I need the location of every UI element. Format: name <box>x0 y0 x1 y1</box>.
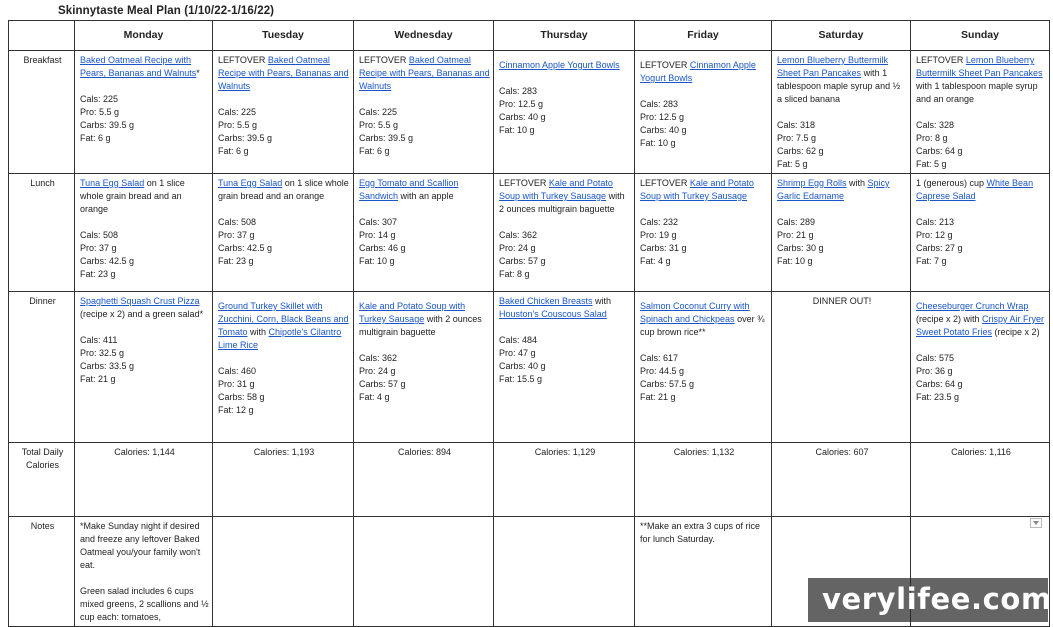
fat-value: Fat: 6 g <box>359 146 390 156</box>
carbs-value: Carbs: 57 g <box>359 379 406 389</box>
breakfast-cell <box>772 51 911 174</box>
fat-value: Fat: 5 g <box>777 159 808 169</box>
cell-dropdown-arrow-icon[interactable] <box>1030 518 1042 528</box>
calories-value: Cals: 283 <box>640 99 679 109</box>
fat-value: Fat: 6 g <box>218 146 249 156</box>
recipe-link[interactable]: Tuna Egg Salad <box>80 178 145 188</box>
recipe-link[interactable]: Tuna Egg Salad <box>218 178 283 188</box>
carbs-value: Carbs: 42.5 g <box>80 256 135 266</box>
meal-prefix-text: LEFTOVER <box>359 55 409 65</box>
nutrition-info <box>499 229 631 281</box>
carbs-value: Carbs: 39.5 g <box>218 133 273 143</box>
fat-value: Fat: 15.5 g <box>499 374 543 384</box>
recipe-link[interactable]: Kale and Potato Soup with Turkey Sausage <box>359 301 466 324</box>
fat-value: Fat: 10 g <box>499 125 535 135</box>
protein-value: Pro: 36 g <box>916 366 953 376</box>
meal-description <box>359 54 490 93</box>
protein-value: Pro: 14 g <box>359 230 396 240</box>
meal-prefix-text: 1 (generous) cup <box>916 178 987 188</box>
notes-cell <box>494 517 635 627</box>
carbs-value: Carbs: 30 g <box>777 243 824 253</box>
nutrition-info <box>916 352 1046 404</box>
meal-description <box>80 54 209 80</box>
dinner-cell <box>75 292 213 443</box>
meal-suffix-text: on 1 slice whole grain bread and an orange <box>80 178 185 214</box>
total-calories: Calories: 1,116 <box>911 443 1050 517</box>
meal-description <box>499 295 631 321</box>
calories-value: Cals: 617 <box>640 353 679 363</box>
breakfast-cell <box>354 51 494 174</box>
fat-value: Fat: 21 g <box>80 374 116 384</box>
fat-value: Fat: 8 g <box>499 269 530 279</box>
calories-value: Cals: 283 <box>499 86 538 96</box>
nutrition-info <box>777 119 907 171</box>
nutrition-info <box>359 352 490 404</box>
nutrition-info <box>640 98 768 150</box>
carbs-value: Carbs: 39.5 g <box>359 133 414 143</box>
meal-description <box>777 177 907 203</box>
lunch-cell <box>911 174 1050 292</box>
fat-value: Fat: 10 g <box>359 256 395 266</box>
meal-description <box>218 54 350 93</box>
protein-value: Pro: 8 g <box>916 133 948 143</box>
meal-prefix-text: LEFTOVER <box>640 178 690 188</box>
meal-suffix-text: with <box>846 178 868 188</box>
recipe-link[interactable]: Houston's Couscous Salad <box>499 309 607 319</box>
nutrition-info <box>499 334 631 386</box>
calories-value: Cals: 225 <box>80 94 119 104</box>
fat-value: Fat: 12 g <box>218 405 254 415</box>
recipe-link[interactable]: Salmon Coconut Curry with Spinach and Chickpeas <box>640 301 750 324</box>
recipe-link[interactable]: Spaghetti Squash Crust Pizza <box>80 296 200 306</box>
dinner-cell <box>213 292 354 443</box>
row-label-total: Total Daily Calories <box>9 443 75 517</box>
meal-suffix-text: with 2 ounces multigrain baguette <box>499 191 625 214</box>
nutrition-info <box>80 93 209 145</box>
nutrition-info <box>80 229 209 281</box>
meal-prefix-text: LEFTOVER <box>218 55 268 65</box>
row-label-dinner: Dinner <box>9 292 75 443</box>
protein-value: Pro: 5.5 g <box>80 107 120 117</box>
recipe-link[interactable]: Kale and Potato Soup with Turkey Sausage <box>640 178 754 201</box>
day-header-wednesday: Wednesday <box>354 21 494 51</box>
nutrition-info <box>499 85 631 137</box>
meal-description <box>218 177 350 203</box>
fat-value: Fat: 21 g <box>640 392 676 402</box>
meal-suffix-text: with <box>592 296 612 306</box>
notes-cell-monday <box>75 517 213 627</box>
nutrition-info <box>218 106 350 158</box>
meal-suffix-text: on 1 slice whole grain bread and an orange <box>218 178 349 201</box>
total-calories: Calories: 1,129 <box>494 443 635 517</box>
recipe-link[interactable]: Cinnamon Apple Yogurt Bowls <box>499 60 620 70</box>
meal-description <box>80 177 209 216</box>
protein-value: Pro: 32.5 g <box>80 348 125 358</box>
meal-prefix-text: LEFTOVER <box>640 60 690 70</box>
protein-value: Pro: 7.5 g <box>777 133 817 143</box>
day-header-thursday: Thursday <box>494 21 635 51</box>
lunch-cell <box>75 174 213 292</box>
day-header-saturday: Saturday <box>772 21 911 51</box>
calories-value: Cals: 213 <box>916 217 955 227</box>
carbs-value: Carbs: 57.5 g <box>640 379 695 389</box>
fat-value: Fat: 5 g <box>916 159 947 169</box>
protein-value: Pro: 44.5 g <box>640 366 685 376</box>
meal-description <box>640 177 768 203</box>
meal-suffix-text: with 1 tablespoon maple syrup and ½ a sliced banana <box>777 68 901 104</box>
total-calories: Calories: 1,193 <box>213 443 354 517</box>
meal-description <box>499 59 631 72</box>
meal-suffix-text: with <box>247 327 269 337</box>
meal-plan-table <box>8 20 1050 627</box>
carbs-value: Carbs: 40 g <box>499 112 546 122</box>
dinner-cell <box>911 292 1050 443</box>
nutrition-info <box>640 216 768 268</box>
meal-prefix-text: LEFTOVER <box>916 55 966 65</box>
carbs-value: Carbs: 64 g <box>916 379 963 389</box>
nutrition-info <box>218 216 350 268</box>
breakfast-cell <box>213 51 354 174</box>
recipe-link[interactable]: Cheeseburger Crunch Wrap <box>916 301 1029 311</box>
meal-suffix-text: * <box>196 68 200 78</box>
carbs-value: Carbs: 62 g <box>777 146 824 156</box>
nutrition-info <box>777 216 907 268</box>
day-header-friday: Friday <box>635 21 772 51</box>
protein-value: Pro: 47 g <box>499 348 536 358</box>
lunch-cell <box>213 174 354 292</box>
nutrition-info <box>916 216 1046 268</box>
calories-value: Cals: 362 <box>359 353 398 363</box>
nutrition-info <box>218 365 350 417</box>
notes-cell-friday <box>635 517 772 627</box>
meal-description <box>359 177 490 203</box>
fat-value: Fat: 10 g <box>777 256 813 266</box>
meal-suffix-text: with 2 ounces multigrain baguette <box>359 314 482 337</box>
carbs-value: Carbs: 46 g <box>359 243 406 253</box>
breakfast-cell <box>635 51 772 174</box>
fat-value: Fat: 4 g <box>359 392 390 402</box>
protein-value: Pro: 24 g <box>499 243 536 253</box>
calories-value: Cals: 318 <box>777 120 816 130</box>
protein-value: Pro: 37 g <box>218 230 255 240</box>
total-calories: Calories: 894 <box>354 443 494 517</box>
calories-value: Cals: 508 <box>218 217 257 227</box>
calories-value: Cals: 460 <box>218 366 257 376</box>
calories-value: Cals: 484 <box>499 335 538 345</box>
dinner-cell <box>635 292 772 443</box>
nutrition-info <box>916 119 1046 171</box>
fat-value: Fat: 23 g <box>218 256 254 266</box>
carbs-value: Carbs: 64 g <box>916 146 963 156</box>
recipe-link[interactable]: Baked Oatmeal Recipe with Pears, Bananas and Walnuts <box>80 55 197 78</box>
watermark-text: verylifee.com <box>822 582 1052 616</box>
nutrition-info <box>359 106 490 158</box>
breakfast-row <box>9 51 1050 174</box>
lunch-cell <box>772 174 911 292</box>
meal-suffix-text: (recipe x 2) and a green salad* <box>80 309 204 319</box>
lunch-row <box>9 174 1050 292</box>
total-calories: Calories: 607 <box>772 443 911 517</box>
day-header-sunday: Sunday <box>911 21 1050 51</box>
meal-description <box>640 59 768 85</box>
carbs-value: Carbs: 27 g <box>916 243 963 253</box>
dinner-out-text: DINNER OUT! <box>812 296 872 306</box>
totals-row <box>9 443 1050 517</box>
meal-suffix-text: with an apple <box>398 191 454 201</box>
protein-value: Pro: 5.5 g <box>359 120 399 130</box>
dinner-out-cell <box>772 292 911 443</box>
recipe-link[interactable]: Cinnamon Apple Yogurt Bowls <box>640 60 756 83</box>
meal-suffix-text: (recipe x 2) with <box>916 314 983 324</box>
meal-description <box>218 300 350 352</box>
carbs-value: Carbs: 58 g <box>218 392 265 402</box>
fat-value: Fat: 6 g <box>80 133 111 143</box>
meal-description <box>359 300 490 339</box>
carbs-value: Carbs: 40 g <box>640 125 687 135</box>
calories-value: Cals: 307 <box>359 217 398 227</box>
note-text: *Make Sunday night if desired and freeze any leftover Baked Oatmeal you/your family won't eat. <box>80 521 201 570</box>
breakfast-cell <box>75 51 213 174</box>
meal-description <box>916 54 1046 106</box>
lunch-cell <box>635 174 772 292</box>
calories-value: Cals: 508 <box>80 230 119 240</box>
page-title: Skinnytaste Meal Plan (1/10/22-1/16/22) <box>58 5 275 17</box>
meal-prefix-text: LEFTOVER <box>499 178 549 188</box>
fat-value: Fat: 23 g <box>80 269 116 279</box>
carbs-value: Carbs: 31 g <box>640 243 687 253</box>
carbs-value: Carbs: 57 g <box>499 256 546 266</box>
calories-value: Cals: 411 <box>80 335 118 345</box>
meal-suffix-text: over ¾ cup brown rice** <box>640 314 765 337</box>
meal-description <box>916 177 1046 203</box>
recipe-link[interactable]: Baked Oatmeal Recipe with Pears, Bananas and Walnuts <box>218 55 349 91</box>
dinner-cell <box>354 292 494 443</box>
protein-value: Pro: 12.5 g <box>499 99 544 109</box>
nutrition-info <box>640 352 768 404</box>
nutrition-info <box>359 216 490 268</box>
total-calories: Calories: 1,144 <box>75 443 213 517</box>
row-label-breakfast: Breakfast <box>9 51 75 174</box>
recipe-link[interactable]: Baked Oatmeal Recipe with Pears, Bananas and Walnuts <box>359 55 490 91</box>
recipe-link[interactable]: Egg Tomato and Scallion Sandwich <box>359 178 459 201</box>
fat-value: Fat: 4 g <box>640 256 671 266</box>
fat-value: Fat: 7 g <box>916 256 947 266</box>
meal-description <box>80 295 209 321</box>
meal-suffix-text: with 1 tablespoon maple syrup and an orange <box>916 81 1038 104</box>
day-header-tuesday: Tuesday <box>213 21 354 51</box>
calories-value: Cals: 232 <box>640 217 679 227</box>
recipe-link[interactable]: Kale and Potato Soup with Turkey Sausage <box>499 178 613 201</box>
note-text: **Make an extra 3 cups of rice for lunch Saturday. <box>640 521 761 544</box>
breakfast-cell <box>911 51 1050 174</box>
row-label-lunch: Lunch <box>9 174 75 292</box>
meal-description <box>777 54 907 106</box>
meal-description <box>916 300 1046 339</box>
protein-value: Pro: 24 g <box>359 366 396 376</box>
protein-value: Pro: 19 g <box>640 230 677 240</box>
recipe-link[interactable]: Shrimp Egg Rolls <box>777 178 847 188</box>
calories-value: Cals: 225 <box>218 107 257 117</box>
protein-value: Pro: 5.5 g <box>218 120 258 130</box>
fat-value: Fat: 23.5 g <box>916 392 960 402</box>
total-calories: Calories: 1,132 <box>635 443 772 517</box>
calories-value: Cals: 575 <box>916 353 955 363</box>
meal-description <box>499 177 631 216</box>
row-label-notes: Notes <box>9 517 75 627</box>
recipe-link[interactable]: Baked Chicken Breasts <box>499 296 593 306</box>
protein-value: Pro: 21 g <box>777 230 814 240</box>
calories-value: Cals: 225 <box>359 107 398 117</box>
protein-value: Pro: 12 g <box>916 230 953 240</box>
note-text: Green salad includes 6 cups mixed greens, 2 scallions and ½ cup each: tomatoes, <box>80 586 209 622</box>
carbs-value: Carbs: 39.5 g <box>80 120 135 130</box>
lunch-cell <box>354 174 494 292</box>
recipe-link[interactable]: Crispy Air Fryer Sweet Potato Fries <box>916 314 1045 337</box>
calories-value: Cals: 328 <box>916 120 955 130</box>
day-header-monday: Monday <box>75 21 213 51</box>
recipe-link[interactable]: Spicy Garlic Edamame <box>777 178 890 201</box>
recipe-link[interactable]: Chipotle's Cilantro Lime Rice <box>218 327 342 350</box>
header-row <box>9 21 1050 51</box>
dinner-row <box>9 292 1050 443</box>
recipe-link[interactable]: White Bean Caprese Salad <box>916 178 1034 201</box>
protein-value: Pro: 31 g <box>218 379 255 389</box>
carbs-value: Carbs: 33.5 g <box>80 361 135 371</box>
breakfast-cell <box>494 51 635 174</box>
nutrition-info <box>80 334 209 386</box>
protein-value: Pro: 37 g <box>80 243 117 253</box>
notes-cell <box>354 517 494 627</box>
meal-suffix-text: (recipe x 2) <box>992 327 1040 337</box>
corner-cell <box>9 21 75 51</box>
carbs-value: Carbs: 40 g <box>499 361 546 371</box>
notes-cell <box>213 517 354 627</box>
meal-description <box>640 300 768 339</box>
recipe-link[interactable]: Lemon Blueberry Buttermilk Sheet Pan Pancakes <box>777 55 889 78</box>
calories-value: Cals: 362 <box>499 230 538 240</box>
lunch-cell <box>494 174 635 292</box>
dinner-cell <box>494 292 635 443</box>
recipe-link[interactable]: Lemon Blueberry Buttermilk Sheet Pan Pancakes <box>916 55 1043 78</box>
recipe-link[interactable]: Ground Turkey Skillet with Zucchini, Corn, Black Beans and Tomato <box>218 301 349 337</box>
fat-value: Fat: 10 g <box>640 138 676 148</box>
calories-value: Cals: 289 <box>777 217 816 227</box>
carbs-value: Carbs: 42.5 g <box>218 243 273 253</box>
protein-value: Pro: 12.5 g <box>640 112 685 122</box>
